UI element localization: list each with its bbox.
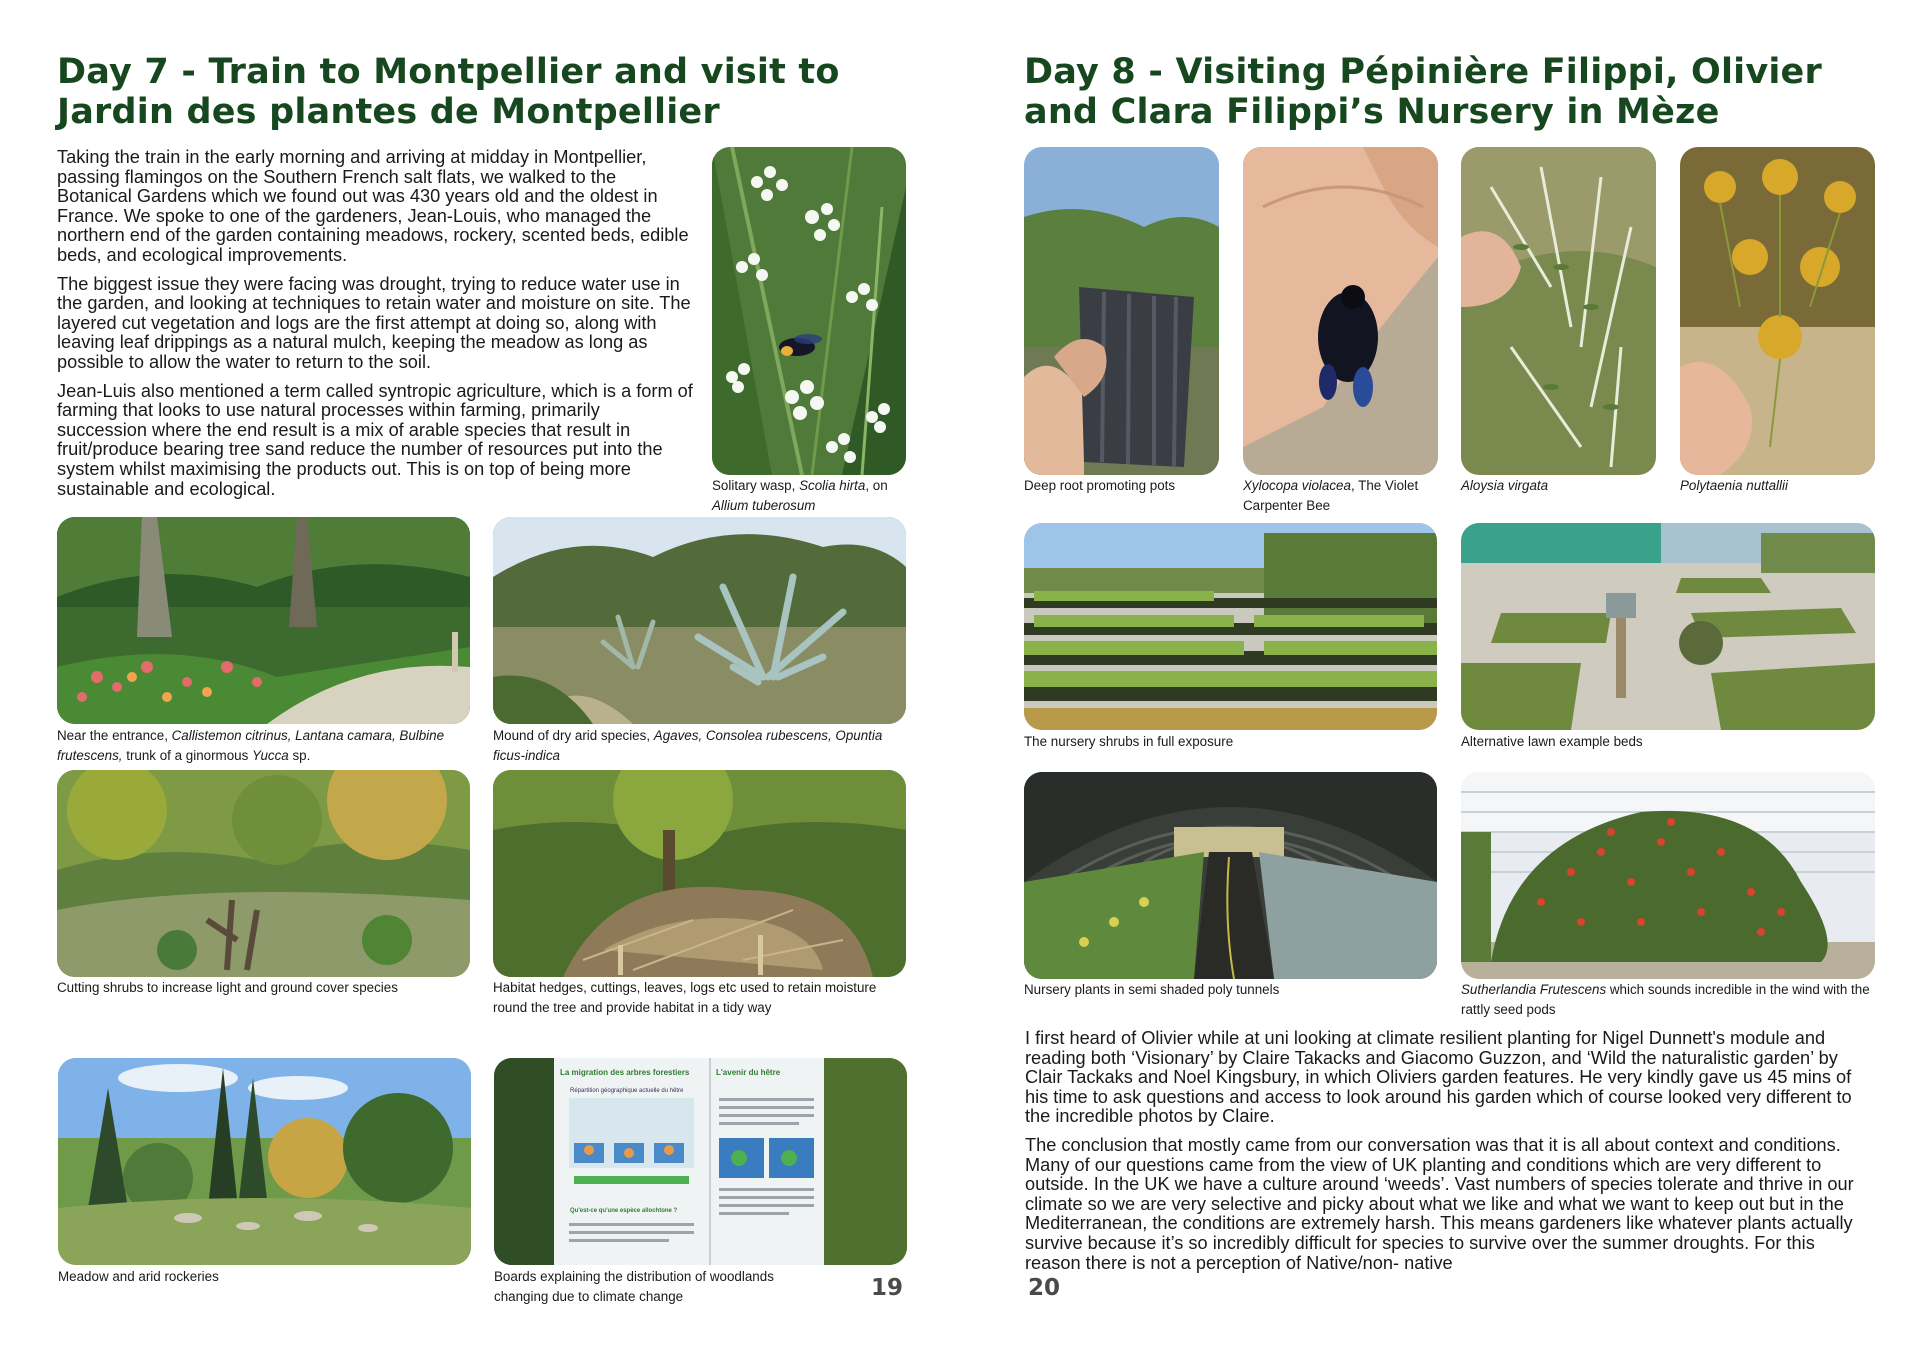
caption-wasp: Solitary wasp, Scolia hirta, on Allium tuberosum [712, 478, 888, 513]
left-body-text [57, 148, 693, 508]
left-paragraph-2: The biggest issue they were facing was drought, trying to reduce water use in the garden, and looking at techniques to retain water and moisture on site. The layered cut vegetation and logs are the first attempt at doing so, along with leaving leaf drippings as a natural mulch, keeping the meadow as long as possible to allow the water to return to the soil. [57, 273, 691, 372]
left-title-line1: Day 7 - Train to Montpellier and visit to [57, 52, 840, 92]
caption-polytaenia: Polytaenia nuttallii [1680, 478, 1788, 493]
caption-tunnels: Nursery plants in semi shaded poly tunnels [1024, 982, 1280, 997]
photo-carpenter-bee [1243, 147, 1438, 475]
photo-polytaenia [1680, 147, 1875, 475]
caption-entrance: Near the entrance, Callistemon citrinus, Lantana camara, Bulbine frutescens, trunk of a ginormous Yucca sp. [57, 728, 445, 763]
left-page-title [57, 52, 917, 132]
page-number-left: 19 [871, 1275, 904, 1301]
left-paragraph-3: Jean-Luis also mentioned a term called syntropic agriculture, which is a form of farming that looks to use natural processes within farming, primarily succession where the end result is a mix of arable species that result in fruit/produce bearing tree sand reduce the number of resources put into the system whilst maximising the products out. This is on top of being more sustainable and ecological. [57, 380, 693, 499]
photo-root-pots [1024, 147, 1219, 475]
right-paragraph-1: I first heard of Olivier while at uni looking at climate resilient planting for Nigel Dunnett's module and reading both ‘Visionary’ by Claire Takacks and Giacomo Guzzon, and ‘Wild the naturalistic garden’ by Clair Tackaks and Noel Kingsbury, in which Oliviers garden features. He very kindly gave us 45 mins of his time to ask questions and access to look around his garden which of course looked very different to the incredible photos by Claire. [1025, 1028, 1852, 1127]
right-title-line1: Day 8 - Visiting Pépinière Filippi, Olivier [1024, 52, 1822, 92]
photo-entrance-garden [57, 517, 470, 724]
photo-sutherlandia [1461, 772, 1875, 979]
photo-climate-boards [494, 1058, 907, 1265]
board-bottom-heading: Qu'est-ce qu'une espèce allochtone ? [570, 1208, 678, 1214]
photo-meadow-rockeries [58, 1058, 471, 1265]
caption-lawn: Alternative lawn example beds [1461, 734, 1643, 749]
photo-arid-mound [493, 517, 906, 724]
right-paragraph-2: The conclusion that mostly came from our conversation was that it is all about context and conditions. Many of our questions came from the view of UK planting and conditions which are very different to outside. In the UK we have a culture around ‘weeds’. Vast numbers of species tolerate and thrive in our climate so we are very selective and picky about what we like and what we want to keep out but in the Mediterranean, the conditions are extremely harsh. This means gardeners like whatever plants actually survive because it’s so incredibly difficult for species to survive over the summer droughts. For this reason there is not a perception of Native/non- native [1025, 1134, 1854, 1273]
caption-meadow: Meadow and arid rockeries [58, 1269, 219, 1284]
photo-alternative-lawn [1461, 523, 1875, 730]
caption-cutting: Cutting shrubs to increase light and ground cover species [57, 980, 398, 995]
caption-boards: Boards explaining the distribution of woodlands changing due to climate change [494, 1269, 774, 1304]
caption-bee: Xylocopa violacea, The Violet Carpenter Bee [1243, 478, 1419, 513]
photo-nursery-shrubs [1024, 523, 1437, 730]
caption-pots: Deep root promoting pots [1024, 478, 1176, 493]
photo-aloysia [1461, 147, 1656, 475]
photo-wasp-allium [712, 147, 906, 475]
caption-habitat: Habitat hedges, cuttings, leaves, logs etc used to retain moisture round the tree and provide habitat in a tidy way [493, 980, 877, 1015]
left-paragraph-1: Taking the train in the early morning and arriving at midday in Montpellier, passing flamingos on the Southern French salt flats, we walked to the Botanical Gardens which we found out was 430 years old and the oldest in France. We spoke to one of the gardeners, Jean-Louis, who managed the northern end of the garden containing meadows, rockery, scented beds, edible beds, and ecological improvements. [57, 147, 689, 265]
board-heading-right: L'avenir du hêtre [716, 1068, 781, 1077]
board-heading-left: La migration des arbres forestiers [560, 1068, 690, 1077]
board-subheading: Répartition géographique actuelle du hêtre [570, 1088, 684, 1094]
caption-aloysia: Aloysia virgata [1461, 478, 1549, 493]
right-title-line2: and Clara Filippi’s Nursery in Mèze [1024, 92, 1720, 132]
right-body-text [1025, 1029, 1871, 1282]
photo-cutting-shrubs [57, 770, 470, 977]
right-page-title [1024, 52, 1904, 132]
photo-habitat-hedges [493, 770, 906, 977]
page-number-right: 20 [1028, 1275, 1061, 1301]
caption-nursery: The nursery shrubs in full exposure [1024, 734, 1234, 749]
photo-poly-tunnel [1024, 772, 1437, 979]
left-title-line2: Jardin des plantes de Montpellier [57, 92, 720, 132]
caption-mound: Mound of dry arid species, Agaves, Consolea rubescens, Opuntia ficus-indica [493, 728, 883, 763]
caption-sutherlandia: Sutherlandia Frutescens which sounds incredible in the wind with the rattly seed pods [1461, 982, 1870, 1017]
